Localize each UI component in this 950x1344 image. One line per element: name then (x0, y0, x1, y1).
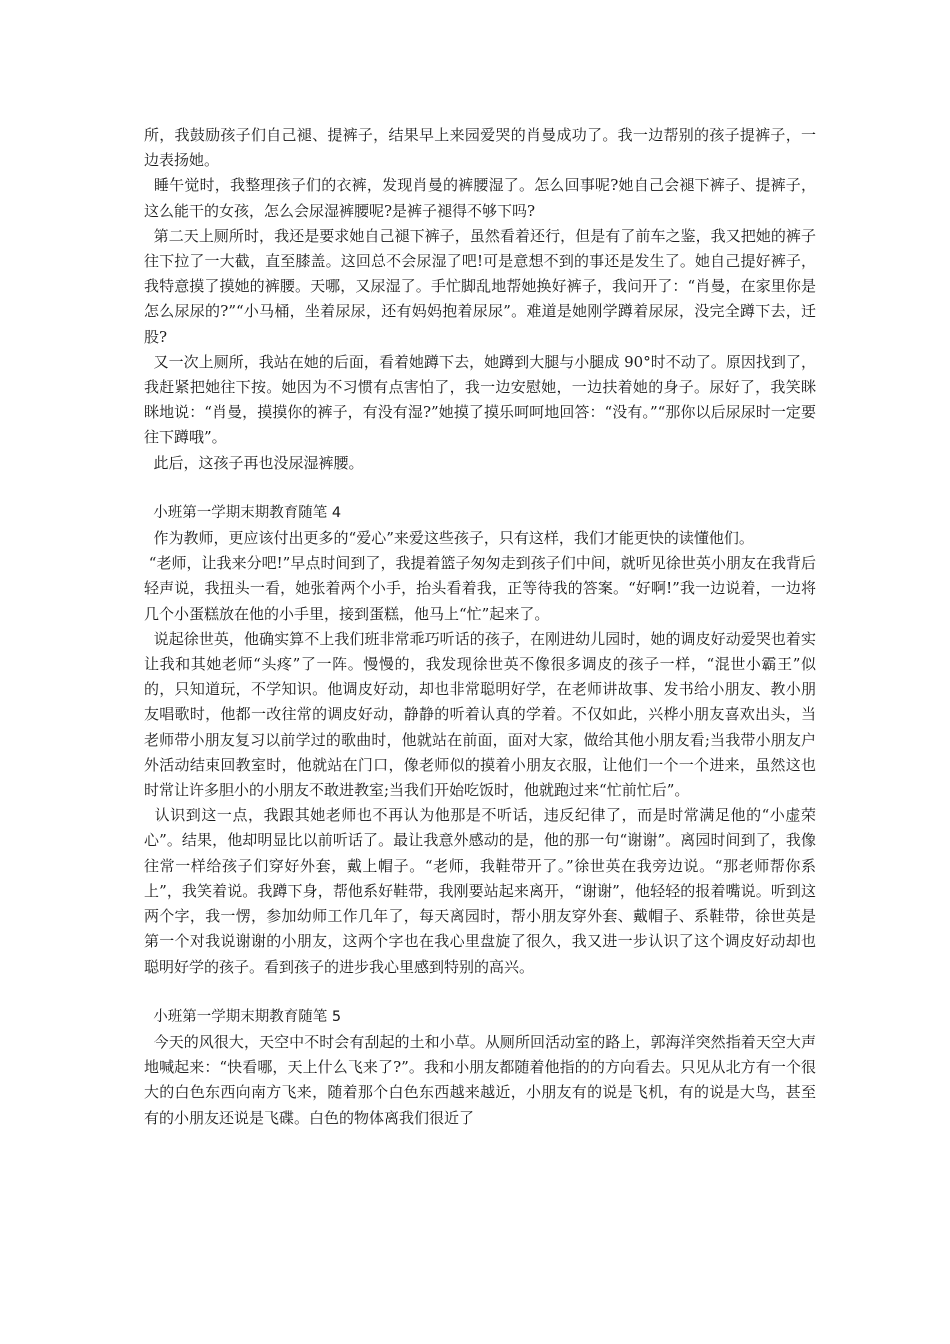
paragraph: 作为教师，更应该付出更多的“爱心”来爱这些孩子，只有这样，我们才能更快的读懂他们。 (144, 529, 754, 548)
section-heading: 小班第一学期末期教育随笔 5 (144, 1008, 342, 1025)
paragraph: 此后，这孩子再也没尿湿裤腰。 (144, 453, 364, 472)
paragraph: 说起徐世英，他确实算不上我们班非常乖巧听话的孩子，在刚进幼儿园时，她的调皮好动爱哭也着实让我和其她老师“头疼”了一阵。慢慢的，我发现徐世英不像很多调皮的孩子一样，“混世小霸王”似的，只知道玩，不学知识。他调皮好动，却也非常聪明好学，在老师讲故事、发书给小朋友、教小朋友唱歌时，他都一改往常的调皮好动，静静的听着认真的学着。不仅如此，兴桦小朋友喜欢出头，当老师带小朋友复习以前学过的歌曲时，他就站在前面，面对大家，做给其他小朋友看;当我带小朋友户外活动结束回教室时，他就站在门口，像老师似的摸着小朋友衣服，让他们一个一个进来，虽然这也时常让许多胆小的小朋友不敢进教室;当我们开始吃饭时，他就跑过来“忙前忙后”。 (144, 629, 816, 800)
document-page (144, 123, 816, 1131)
paragraph: 今天的风很大，天空中不时会有刮起的土和小草。从厕所回活动室的路上，郭海洋突然指着天空大声地喊起来：“快看哪，天上什么飞来了?”。我和小朋友都随着他指的的方向看去。只见从北方有一个很大的白色东西向南方飞来，随着那个白色东西越来越近，小朋友有的说是飞机，有的说是大鸟，甚至有的小朋友还说是飞碟。白色的物体离我们很近了 (144, 1032, 816, 1127)
paragraph: 又一次上厕所，我站在她的后面，看着她蹲下去，她蹲到大腿与小腿成 90°时不动了。原因找到了，我赶紧把她往下按。她因为不习惯有点害怕了，我一边安慰她，一边扶着她的身子。尿好了，我笑眯眯地说：“肖曼，摸摸你的裤子，有没有湿?”她摸了摸乐呵呵地回答：“没有。”“那你以后尿尿时一定要往下蹲哦”。 (144, 352, 816, 447)
paragraph: 第二天上厕所时，我还是要求她自己褪下裤子，虽然看着还行，但是有了前车之鉴，我又把她的裤子往下拉了一大截，直至膝盖。这回总不会尿湿了吧!可是意想不到的事还是发生了。她自己提好裤子，我特意摸了摸她的裤腰。天哪，又尿湿了。手忙脚乱地帮她换好裤子，我问开了：“肖曼，在家里你是怎么尿尿的?”“小马桶，坐着尿尿，还有妈妈抱着尿尿”。难道是她刚学蹲着尿尿，没完全蹲下去，迁股? (144, 226, 816, 346)
section-spacer (144, 980, 816, 1005)
section-heading: 小班第一学期末期教育随笔 4 (144, 504, 342, 521)
section-spacer (144, 476, 816, 501)
paragraph: “老师，让我来分吧!”早点时间到了，我提着篮子匆匆走到孩子们中间，就听见徐世英小朋友在我背后轻声说，我扭头一看，她张着两个小手，抬头看着我，正等待我的答案。“好啊!”我一边说着，一边将几个小蛋糕放在他的小手里，接到蛋糕，他马上“忙”起来了。 (144, 554, 816, 623)
paragraph: 所，我鼓励孩子们自己褪、提裤子，结果早上来园爱哭的肖曼成功了。我一边帮别的孩子提裤子，一边表扬她。 (144, 126, 816, 170)
paragraph: 睡午觉时，我整理孩子们的衣裤，发现肖曼的裤腰湿了。怎么回事呢?她自己会褪下裤子、提裤子，这么能干的女孩，怎么会尿湿裤腰呢?是裤子褪得不够下吗? (144, 176, 817, 220)
paragraph: 认识到这一点，我跟其她老师也不再认为他那是不听话，违反纪律了，而是时常满足他的“小虚荣心”。结果，他却明显比以前听话了。最让我意外感动的是，他的那一句“谢谢”。离园时间到了，我像往常一样给孩子们穿好外套，戴上帽子。“老师，我鞋带开了。”徐世英在我旁边说。“那老师帮你系上”，我笑着说。我蹲下身，帮他系好鞋带，我刚要站起来离开，“谢谢”，他轻轻的报着嘴说。听到这两个字，我一愣，参加幼师工作几年了，每天离园时，帮小朋友穿外套、戴帽子、系鞋带，徐世英是第一个对我说谢谢的小朋友，这两个字也在我心里盘旋了很久，我又进一步认识了这个调皮好动却也聪明好学的孩子。看到孩子的进步我心里感到特别的高兴。 (144, 806, 816, 976)
